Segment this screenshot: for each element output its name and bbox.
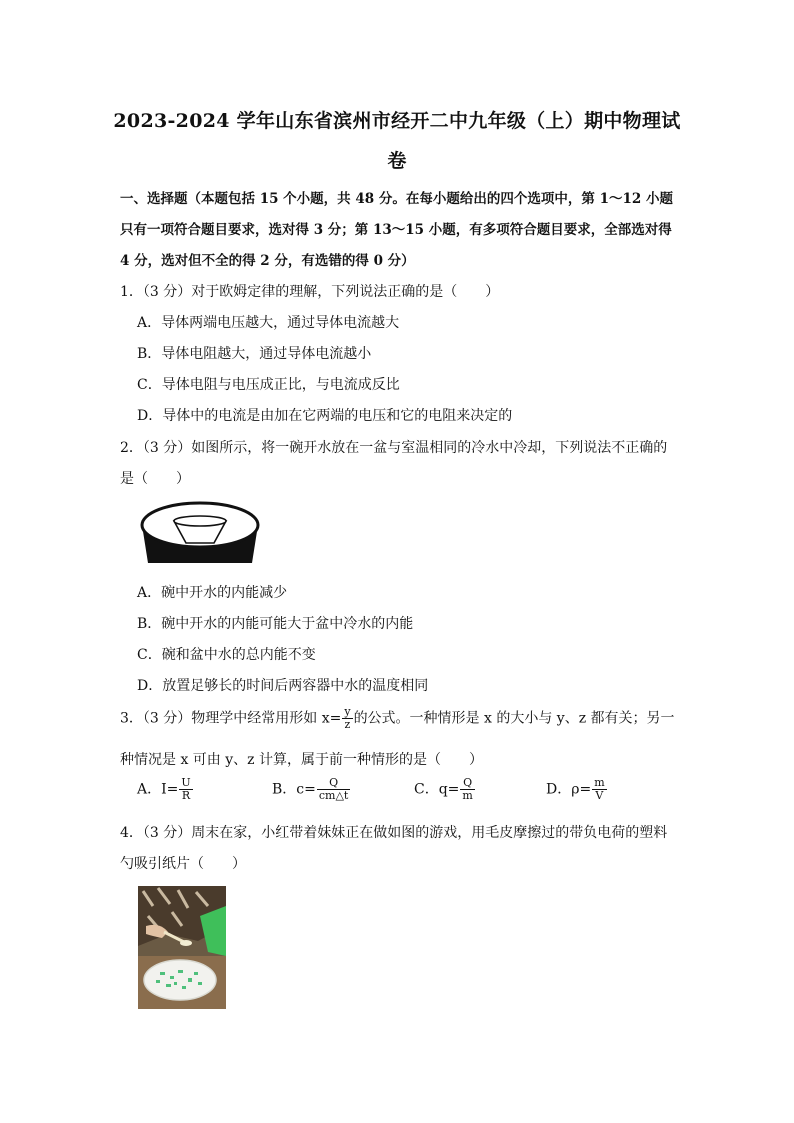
q3-option-c <box>414 777 476 802</box>
q3-option-b <box>272 777 351 802</box>
q3-option-a-label: A．I= <box>137 781 179 798</box>
q3-option-a-fraction <box>179 777 192 802</box>
section-instructions-line1: 一、选择题（本题包括 15 个小题，共 48 分。在每小题给出的四个选项中，第 1～12 小题 <box>120 191 673 207</box>
q3-fraction-numerator: y <box>344 705 351 718</box>
q3-option-c-numerator: Q <box>460 777 474 790</box>
bowl-rim <box>174 516 226 526</box>
exam-title-line2: 卷 <box>387 150 407 172</box>
spoon-paper-game-photo <box>138 886 226 1009</box>
q3-fraction-y-over-z <box>342 706 352 731</box>
q3-option-d-denominator: V <box>595 789 604 802</box>
q3-option-d-fraction <box>592 777 606 802</box>
q3-option-d-numerator: m <box>594 776 605 789</box>
q1-option-b: B．导体电阻越大，通过导体电流越小 <box>137 346 372 362</box>
q4-stem-line1: 4．（3 分）周末在家，小红带着妹妹正在做如图的游戏，用毛皮摩擦过的带负电荷的塑料 <box>120 825 668 841</box>
q3-option-b-label: B．c= <box>272 781 316 798</box>
q4-stem-line2: 勺吸引纸片（ ） <box>120 856 246 872</box>
q3-option-b-fraction <box>317 777 350 802</box>
q2-stem-line2: 是（ ） <box>120 471 190 487</box>
q3-option-b-numerator: Q <box>317 777 350 790</box>
q3-option-d <box>546 777 608 802</box>
q3-stem-part2: 的公式。一种情形是 x 的大小与 y、z 都有关；另一 <box>353 710 675 727</box>
q3-option-a-numerator: U <box>181 776 191 789</box>
q1-stem: 1．（3 分）对于欧姆定律的理解，下列说法正确的是（ ） <box>120 284 500 300</box>
q3-stem-part1: 3．（3 分）物理学中经常用形如 x= <box>120 710 342 727</box>
exam-title-line1: 2023-2024 学年山东省滨州市经开二中九年级（上）期中物理试 <box>113 110 681 132</box>
q3-fraction-denominator: z <box>344 718 351 731</box>
q3-option-c-fraction <box>460 777 474 802</box>
q2-stem-line1: 2．（3 分）如图所示，将一碗开水放在一盆与室温相同的冷水中冷却，下列说法不正确的 <box>120 440 668 456</box>
q3-option-c-denominator: m <box>462 789 473 802</box>
q2-option-b: B．碗中开水的内能可能大于盆中冷水的内能 <box>137 616 414 632</box>
spoon-bowl <box>180 940 192 946</box>
section-instructions-line3: 4 分，选对但不全的得 2 分，有选错的得 0 分） <box>120 253 415 269</box>
q1-option-c: C．导体电阻与电压成正比，与电流成反比 <box>137 377 400 393</box>
q3-stem-line1 <box>120 706 680 731</box>
q3-option-a <box>137 777 194 802</box>
plate <box>144 960 216 1000</box>
q3-option-b-denominator: cm△t <box>318 789 349 802</box>
q2-option-d: D．放置足够长的时间后两容器中水的温度相同 <box>137 678 429 694</box>
section-instructions-line2: 只有一项符合题目要求，选对得 3 分；第 13～15 小题，有多项符合题目要求，全部选对得 <box>120 222 672 238</box>
q1-option-d: D．导体中的电流是由加在它两端的电压和它的电阻来决定的 <box>137 408 513 424</box>
q3-stem-line2: 种情况是 x 可由 y、z 计算，属于前一种情形的是（ ） <box>120 752 483 768</box>
q3-option-a-denominator: R <box>181 789 191 802</box>
q3-option-c-label: C．q= <box>414 781 460 798</box>
q3-option-d-label: D．ρ= <box>546 781 592 798</box>
q2-option-c: C．碗和盆中水的总内能不变 <box>137 647 316 663</box>
q1-option-a: A．导体两端电压越大，通过导体电流越大 <box>137 315 400 331</box>
bowl-in-basin-figure <box>138 499 262 567</box>
q2-option-a: A．碗中开水的内能减少 <box>137 585 288 601</box>
